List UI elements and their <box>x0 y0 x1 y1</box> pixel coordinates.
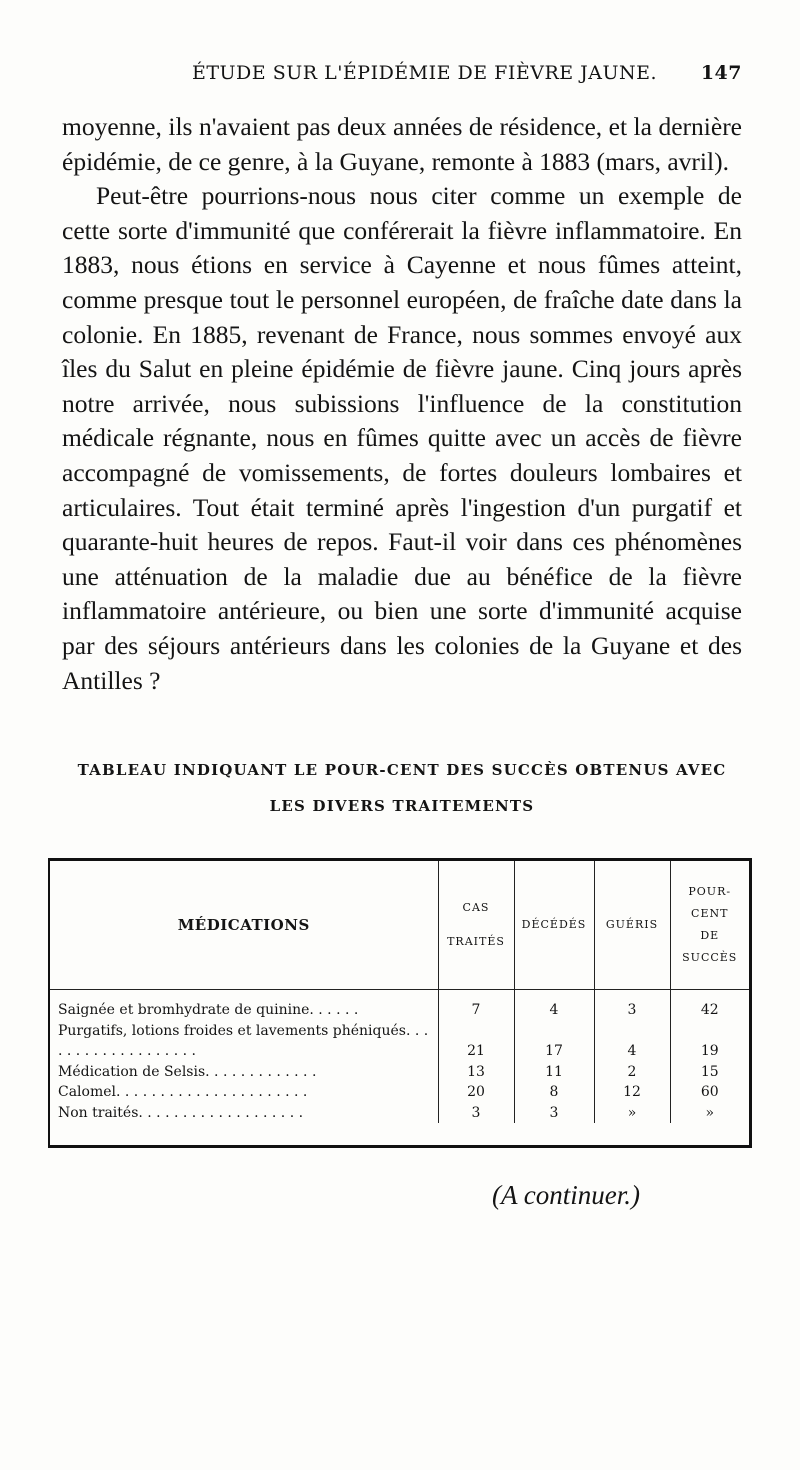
row-pct: » <box>705 1104 715 1121</box>
row-cas: 13 <box>438 1062 514 1083</box>
row-medication: Purgatifs, lotions froides et lavements phéniqués. . . . . . . . . . . . . . . . . . . <box>50 1021 438 1062</box>
table-row <box>50 1062 749 1083</box>
row-cas: 7 <box>438 990 514 1021</box>
row-pct: 15 <box>700 1063 719 1080</box>
row-pct: 60 <box>700 1084 719 1100</box>
row-gueris: 3 <box>594 990 670 1021</box>
row-cas: 3 <box>438 1103 514 1124</box>
row-decedes: 3 <box>514 1103 594 1124</box>
table-row <box>50 1021 749 1062</box>
col-header-medications: MÉDICATIONS <box>50 861 438 990</box>
col-header-gueris: GUÉRIS <box>594 861 670 990</box>
row-cas: 20 <box>438 1082 514 1103</box>
col-header-pour-cent: POUR-CENT DE SUCCÈS <box>670 861 749 990</box>
table-title <box>60 752 744 824</box>
row-decedes: 11 <box>514 1062 594 1083</box>
row-decedes: 4 <box>514 990 594 1021</box>
treatment-table <box>48 858 752 1148</box>
paragraph-2: Peut-être pourrions-nous nous citer comme un exemple de cette sorte d'immunité que conférerait la fièvre inflammatoire. En 1883, nous étions en service à Cayenne et nous fûmes atteint, comme presque tout le personnel européen, de fraîche date dans la colonie. En 1885, revenant de France, nous sommes envoyé aux îles du Salut en pleine épidémie de fièvre jaune. Cinq jours après notre arrivée, nous subissions l'influence de la constitution médicale régnante, nous en fûmes quitte avec un accès de fièvre accompagné de vomissements, de fortes douleurs lombaires et articulaires. Tout était terminé après l'ingestion d'un purgatif et quarante-huit heures de repos. Faut-il voir dans ces phénomènes une atténuation de la maladie due au bénéfice de la fièvre inflammatoire antérieure, ou bien une sorte d'immunité acquise par des séjours antérieurs dans les colonies de la Guyane et des Antilles ? <box>62 181 742 695</box>
row-medication: Saignée et bromhydrate de quinine. . . . . . <box>50 990 438 1021</box>
row-decedes: 17 <box>514 1021 594 1062</box>
row-cas: 21 <box>438 1021 514 1062</box>
table-title-line-2: LES DIVERS TRAITEMENTS <box>269 797 535 815</box>
row-gueris: 2 <box>594 1062 670 1083</box>
running-title: ÉTUDE SUR L'ÉPIDÉMIE DE FIÈVRE JAUNE. <box>192 62 658 84</box>
row-decedes: 8 <box>514 1082 594 1103</box>
row-gueris: 4 <box>594 1021 670 1062</box>
table-row <box>50 1082 749 1103</box>
row-gueris: 12 <box>594 1082 670 1103</box>
table-title-line-1: TABLEAU INDIQUANT LE POUR-CENT DES SUCCÈS OBTENUS AVEC <box>77 761 727 779</box>
table-row <box>50 1103 749 1124</box>
row-pct: 42 <box>700 1002 719 1018</box>
page-number: 147 <box>700 62 742 84</box>
col-header-decedes: DÉCÉDÉS <box>514 861 594 990</box>
body-text <box>62 110 742 698</box>
row-medication: Médication de Selsis. . . . . . . . . . . . . <box>50 1062 438 1083</box>
row-pct: 19 <box>700 1043 719 1059</box>
row-gueris: » <box>594 1103 670 1124</box>
col-header-cas-traites: CAS TRAITÉS <box>438 861 514 990</box>
table-header-row <box>50 861 749 990</box>
row-medication: Calomel. . . . . . . . . . . . . . . . . . . . . . <box>50 1082 438 1103</box>
row-medication: Non traités. . . . . . . . . . . . . . . . . . . <box>50 1103 438 1124</box>
paragraph-1: moyenne, ils n'avaient pas deux années de résidence, et la dernière épidémie, de ce genre, à la Guyane, remonte à 1883 (mars, avril). <box>62 112 742 176</box>
table-row <box>50 990 749 1021</box>
continuation-note: (A continuer.) <box>492 1180 640 1210</box>
